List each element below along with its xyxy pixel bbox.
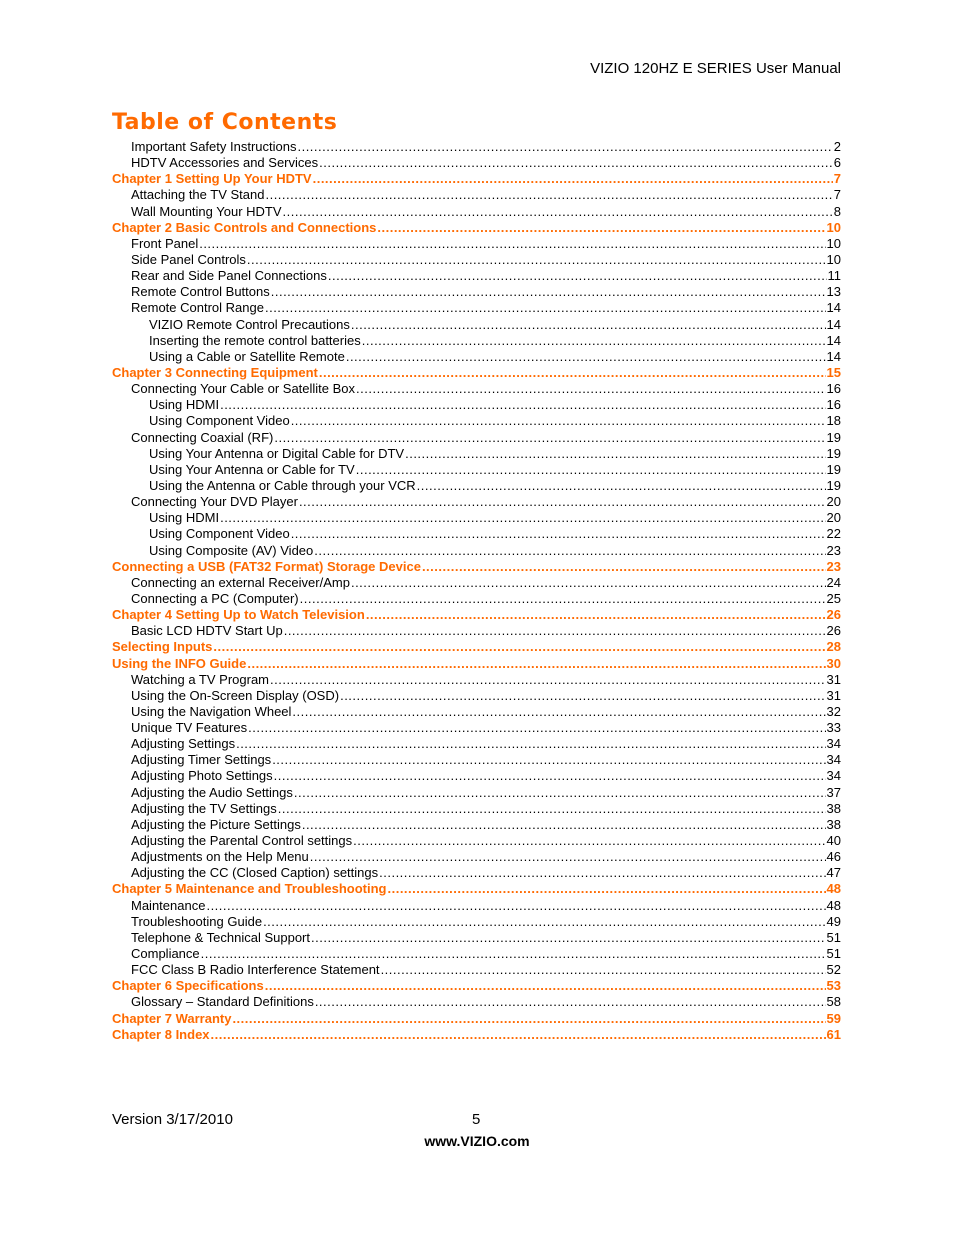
toc-entry[interactable] [112,930,841,946]
toc-entry[interactable] [112,688,841,704]
dot-leader [313,171,833,187]
toc-entry[interactable] [112,397,841,413]
dot-leader [272,752,825,768]
toc-entry-title: VIZIO Remote Control Precautions [149,316,350,332]
toc-entry-title: Important Safety Instructions [131,139,297,154]
table-of-contents [112,139,841,1043]
toc-entry[interactable] [112,284,841,300]
toc-entry[interactable] [112,446,841,462]
toc-chapter-entry[interactable] [112,639,841,655]
toc-entry[interactable] [112,849,841,865]
toc-chapter-entry[interactable] [112,1011,841,1027]
toc-entry-page: 10 [826,219,841,235]
toc-entry-title: Remote Control Buttons [131,284,270,300]
toc-entry-title: Using the INFO Guide [112,655,247,671]
toc-entry[interactable] [112,768,841,784]
toc-entry-title: Front Panel [131,235,199,251]
toc-entry[interactable] [112,236,841,252]
dot-leader [247,656,825,672]
toc-entry-title: Adjustments on the Help Menu [131,849,309,865]
dot-leader [351,575,826,591]
toc-entry-page: 53 [826,978,841,994]
dot-leader [319,365,826,381]
dot-leader [263,914,825,930]
toc-entry[interactable] [112,462,841,478]
toc-entry-page: 46 [826,849,841,865]
dot-leader [236,736,825,752]
toc-entry-title: Unique TV Features [131,720,248,736]
toc-entry-page: 7 [833,171,841,187]
toc-entry-page: 34 [826,736,841,752]
toc-entry-title: Adjusting Settings [131,736,236,752]
dot-leader [387,881,825,897]
dot-leader [294,785,826,801]
toc-entry-title: Chapter 2 Basic Controls and Connections [112,219,377,235]
dot-leader [356,462,826,478]
toc-entry-page: 51 [826,929,841,945]
toc-entry-title: Connecting a USB (FAT32 Format) Storage Device [112,558,421,574]
toc-entry-page: 31 [826,671,841,687]
dot-leader [422,559,826,575]
toc-entry-page: 19 [826,461,841,477]
toc-entry-page: 23 [826,542,841,558]
toc-entry-page: 37 [826,784,841,800]
dot-leader [220,510,825,526]
toc-entry-page: 15 [826,364,841,380]
toc-entry-title: Chapter 3 Connecting Equipment [112,364,318,380]
toc-entry[interactable] [112,268,841,284]
toc-entry[interactable] [112,526,841,542]
dot-leader [379,865,825,881]
dot-leader [377,220,825,236]
dot-leader [213,639,825,655]
toc-entry-title: Compliance [131,946,200,962]
toc-entry-title: Selecting Inputs [112,639,213,655]
dot-leader [265,978,826,994]
dot-leader [265,187,832,203]
toc-entry-title: Glossary – Standard Definitions [131,994,314,1010]
toc-entry-title: Connecting Your Cable or Satellite Box [131,381,356,397]
toc-entry[interactable] [112,785,841,801]
dot-leader [366,607,826,623]
footer-url[interactable]: www.VIZIO.com [424,1133,530,1149]
dot-leader [283,204,833,220]
dot-leader [315,994,826,1010]
toc-entry[interactable] [112,865,841,881]
toc-entry-page: 16 [826,381,841,397]
toc-entry-title: Attaching the TV Stand [131,187,265,203]
dot-leader [274,768,826,784]
toc-entry-title: Using Component Video [149,526,290,542]
toc-entry-page: 13 [826,284,841,300]
dot-leader [292,704,825,720]
toc-entry-page: 33 [826,720,841,736]
toc-entry-page: 11 [827,268,841,284]
dot-leader [302,817,826,833]
toc-chapter-entry[interactable] [112,365,841,381]
toc-entry-page: 26 [826,607,841,623]
toc-entry[interactable] [112,300,841,316]
toc-entry-page: 24 [826,574,841,590]
toc-entry-page: 61 [826,1026,841,1042]
toc-entry-page: 32 [826,703,841,719]
toc-entry[interactable] [112,510,841,526]
toc-entry-title: Using Composite (AV) Video [149,542,314,558]
dot-leader [299,494,826,510]
dot-leader [346,349,826,365]
toc-entry-page: 19 [826,429,841,445]
toc-entry-page: 58 [826,994,841,1010]
toc-entry-page: 22 [826,526,841,542]
toc-entry-page: 10 [826,251,841,267]
dot-leader [314,543,825,559]
toc-entry-title: Adjusting the TV Settings [131,800,277,816]
toc-entry-page: 40 [826,833,841,849]
dot-leader [353,833,825,849]
dot-leader [206,898,825,914]
toc-entry-title: Watching a TV Program [131,671,269,687]
toc-entry-title: Connecting Your DVD Player [131,494,298,510]
dot-leader [274,430,825,446]
toc-entry-page: 20 [826,494,841,510]
toc-chapter-entry[interactable] [112,559,841,575]
toc-entry[interactable] [112,575,841,591]
toc-chapter-entry[interactable] [112,656,841,672]
dot-leader [351,317,826,333]
toc-chapter-entry[interactable] [112,607,841,623]
dot-leader [340,688,825,704]
dot-leader [247,252,826,268]
toc-entry[interactable] [112,591,841,607]
toc-entry-page: 26 [826,623,841,639]
toc-entry-title: Connecting Coaxial (RF) [131,429,274,445]
toc-entry[interactable] [112,317,841,333]
toc-entry[interactable] [112,833,841,849]
toc-entry[interactable] [112,187,841,203]
toc-entry-page: 38 [826,800,841,816]
toc-entry-title: Maintenance [131,897,206,913]
toc-entry-page: 19 [826,445,841,461]
toc-entry[interactable] [112,139,841,155]
document-header: VIZIO 120HZ E SERIES User Manual [590,60,841,77]
toc-entry-page: 23 [826,558,841,574]
toc-entry[interactable] [112,801,841,817]
toc-entry-page: 38 [826,816,841,832]
toc-entry-title: Connecting a PC (Computer) [131,590,299,606]
toc-entry-title: Using the On-Screen Display (OSD) [131,687,340,703]
toc-entry-title: Remote Control Range [131,300,264,316]
toc-entry[interactable] [112,430,841,446]
toc-entry-page: 59 [826,1010,841,1026]
toc-entry-page: 31 [826,687,841,703]
dot-leader [328,268,827,284]
dot-leader [220,397,825,413]
toc-entry-page: 48 [826,897,841,913]
toc-entry-title: Adjusting the Audio Settings [131,784,293,800]
toc-entry[interactable] [112,494,841,510]
toc-entry-page: 14 [826,348,841,364]
dot-leader [291,413,826,429]
toc-entry[interactable] [112,994,841,1010]
toc-entry-page: 34 [826,752,841,768]
toc-entry-title: Basic LCD HDTV Start Up [131,623,283,639]
toc-entry-page: 16 [826,397,841,413]
toc-entry-title: Adjusting the CC (Closed Caption) settings [131,865,379,881]
dot-leader [300,591,826,607]
dot-leader [284,623,826,639]
toc-entry-title: Chapter 8 Index [112,1026,210,1042]
toc-entry-page: 18 [826,413,841,429]
toc-entry-title: Troubleshooting Guide [131,913,263,929]
toc-entry-page: 14 [826,300,841,316]
dot-leader [271,284,826,300]
dot-leader [311,930,826,946]
toc-chapter-entry[interactable] [112,171,841,187]
toc-entry[interactable] [112,914,841,930]
dot-leader [199,236,825,252]
toc-entry-page: 25 [826,590,841,606]
toc-entry-title: Chapter 1 Setting Up Your HDTV [112,171,312,187]
toc-entry-page: 48 [826,881,841,897]
toc-entry-page: 47 [826,865,841,881]
footer-version: Version 3/17/2010 [112,1111,233,1128]
toc-entry[interactable] [112,946,841,962]
toc-entry-page: 6 [833,155,841,171]
toc-entry-title: Using HDMI [149,510,220,526]
toc-entry-title: Using a Cable or Satellite Remote [149,348,345,364]
toc-entry-title: Using HDMI [149,397,220,413]
toc-entry[interactable] [112,817,841,833]
toc-entry[interactable] [112,204,841,220]
toc-entry-title: Side Panel Controls [131,251,246,267]
toc-entry-title: Adjusting the Parental Control settings [131,833,353,849]
toc-entry-page: 49 [826,913,841,929]
toc-entry-title: Connecting an external Receiver/Amp [131,574,350,590]
toc-entry-page: 10 [826,235,841,251]
toc-entry[interactable] [112,478,841,494]
dot-leader [310,849,826,865]
dot-leader [356,381,825,397]
toc-entry[interactable] [112,962,841,978]
toc-entry-page: 14 [826,332,841,348]
dot-leader [211,1027,826,1043]
toc-chapter-entry[interactable] [112,1027,841,1043]
toc-entry-title: Using Component Video [149,413,290,429]
toc-entry[interactable] [112,672,841,688]
toc-entry-page: 2 [833,139,841,154]
dot-leader [362,333,826,349]
toc-entry-title: Chapter 4 Setting Up to Watch Television [112,607,365,623]
toc-entry[interactable] [112,720,841,736]
toc-entry[interactable] [112,752,841,768]
toc-entry[interactable] [112,623,841,639]
toc-entry-page: 20 [826,510,841,526]
toc-entry-title: Inserting the remote control batteries [149,332,361,348]
dot-leader [381,962,826,978]
dot-leader [270,672,826,688]
dot-leader [201,946,826,962]
toc-entry[interactable] [112,155,841,171]
toc-entry-page: 28 [826,639,841,655]
dot-leader [232,1011,825,1027]
dot-leader [417,478,826,494]
dot-leader [278,801,826,817]
dot-leader [405,446,825,462]
toc-entry-title: Chapter 6 Specifications [112,978,264,994]
toc-entry-title: Adjusting Timer Settings [131,752,272,768]
toc-entry-title: Chapter 5 Maintenance and Troubleshooting [112,881,387,897]
toc-entry-title: Using Your Antenna or Digital Cable for DTV [149,445,405,461]
toc-entry-title: Rear and Side Panel Connections [131,268,327,284]
toc-entry[interactable] [112,543,841,559]
toc-entry-title: Telephone & Technical Support [131,929,310,945]
toc-entry-page: 14 [826,316,841,332]
toc-entry-page: 34 [826,768,841,784]
dot-leader [319,155,833,171]
toc-entry-page: 19 [826,477,841,493]
toc-entry-title: Using the Navigation Wheel [131,703,292,719]
toc-chapter-entry[interactable] [112,881,841,897]
toc-entry[interactable] [112,381,841,397]
dot-leader [248,720,825,736]
toc-entry-page: 30 [826,655,841,671]
toc-entry[interactable] [112,252,841,268]
toc-entry[interactable] [112,413,841,429]
toc-entry-title: Adjusting the Picture Settings [131,816,301,832]
toc-chapter-entry[interactable] [112,978,841,994]
toc-entry[interactable] [112,736,841,752]
toc-entry[interactable] [112,898,841,914]
toc-chapter-entry[interactable] [112,220,841,236]
toc-title: Table of Contents [112,110,338,135]
toc-entry-title: Wall Mounting Your HDTV [131,203,282,219]
dot-leader [297,139,832,155]
toc-entry-title: Chapter 7 Warranty [112,1010,232,1026]
toc-entry[interactable] [112,704,841,720]
toc-entry[interactable] [112,333,841,349]
dot-leader [291,526,826,542]
toc-entry-page: 52 [826,962,841,978]
toc-entry-page: 7 [833,187,841,203]
page-number: 5 [472,1111,481,1128]
toc-entry-page: 8 [833,203,841,219]
toc-entry-title: HDTV Accessories and Services [131,155,319,171]
toc-entry[interactable] [112,349,841,365]
dot-leader [265,300,826,316]
toc-entry-title: Using the Antenna or Cable through your VCR [149,477,416,493]
toc-entry-page: 51 [826,946,841,962]
toc-entry-title: Adjusting Photo Settings [131,768,273,784]
toc-entry-title: Using Your Antenna or Cable for TV [149,461,355,477]
toc-entry-title: FCC Class B Radio Interference Statement [131,962,380,978]
